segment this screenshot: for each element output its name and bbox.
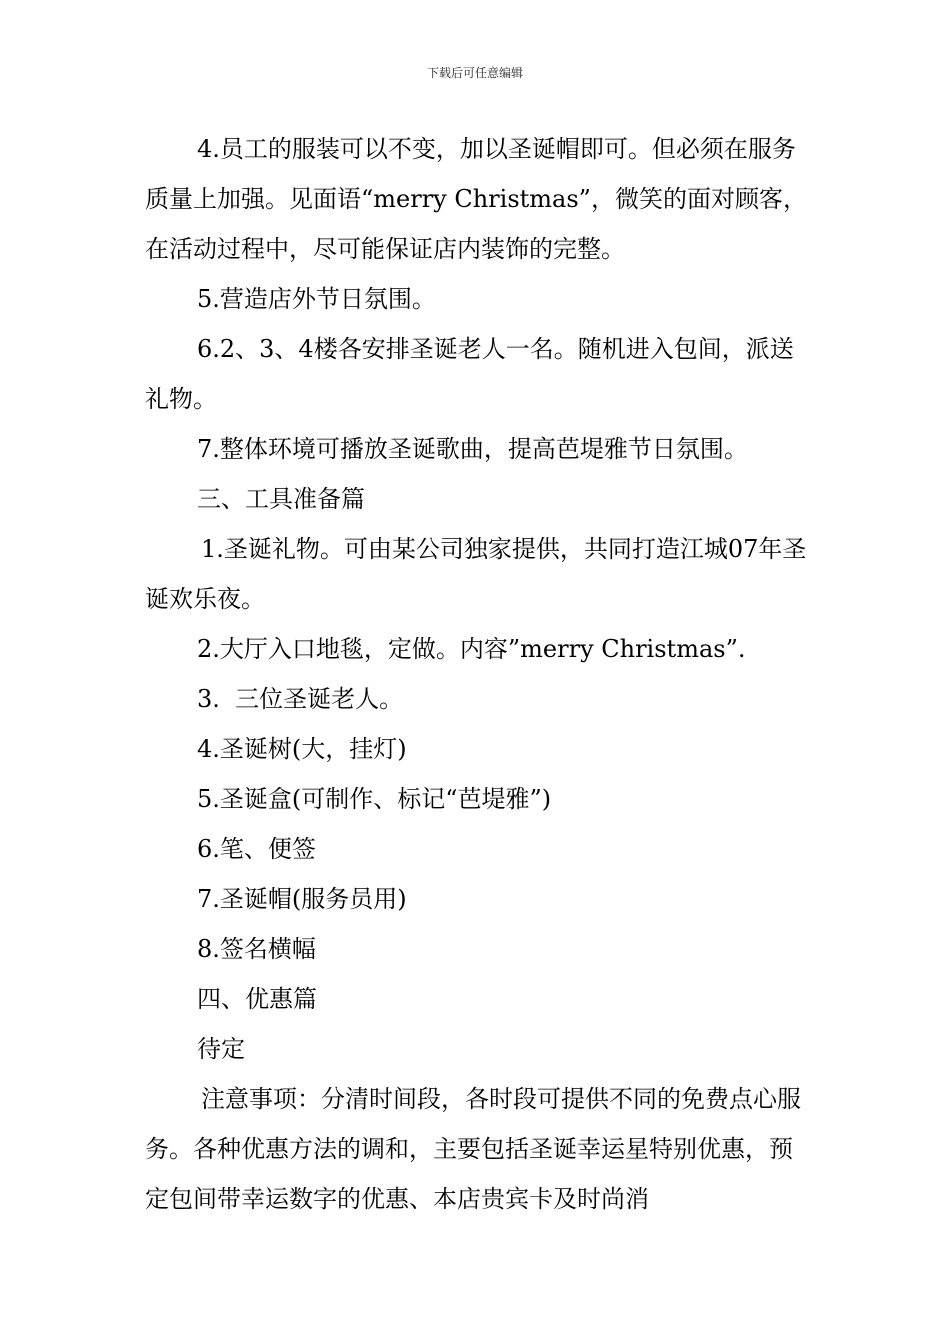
paragraph-christmas-gifts: 1.圣诞礼物。可由某公司独家提供，共同打造江城07年圣诞欢乐夜。 [145, 535, 807, 613]
list-item-hats: 7.圣诞帽(服务员用) [197, 885, 407, 913]
paragraph-outdoor-atmosphere: 5.营造店外节日氛围。 [197, 285, 436, 313]
list-item-tree: 4.圣诞树(大，挂灯) [197, 735, 407, 763]
paragraph-notes: 注意事项：分清时间段，各时段可提供不同的免费点心服务。各种优惠方法的调和，主要包括圣诞幸运星特别优惠，预定包间带幸运数字的优惠、本店贵宾卡及时尚消 [145, 1085, 801, 1213]
section-heading-discounts: 四、优惠篇 [197, 985, 317, 1013]
document-body [145, 124, 810, 1224]
paragraph-tbd: 待定 [197, 1035, 245, 1063]
page-header: 下载后可任意编辑 [426, 66, 523, 80]
list-item-santas: 3. 三位圣诞老人。 [197, 685, 404, 713]
list-item-carpet: 2.大厅入口地毯，定做。内容”merry Christmas”. [197, 635, 746, 663]
list-item-banner: 8.签名横幅 [197, 935, 316, 963]
paragraph-christmas-music: 7.整体环境可播放圣诞歌曲，提高芭堤雅节日氛围。 [197, 435, 748, 463]
section-heading-tools: 三、工具准备篇 [197, 485, 365, 513]
paragraph-santa-per-floor: 6.2、3、4楼各安排圣诞老人一名。随机进入包间，派送礼物。 [145, 335, 794, 413]
list-item-box: 5.圣诞盒(可制作、标记“芭堤雅”) [197, 785, 552, 813]
list-item-pens: 6.笔、便签 [197, 835, 316, 863]
paragraph-staff-attire: 4.员工的服装可以不变，加以圣诞帽即可。但必须在服务质量上加强。见面语“merry Christmas”，微笑的面对顾客，在活动过程中，尽可能保证店内装饰的完整。 [145, 135, 807, 263]
